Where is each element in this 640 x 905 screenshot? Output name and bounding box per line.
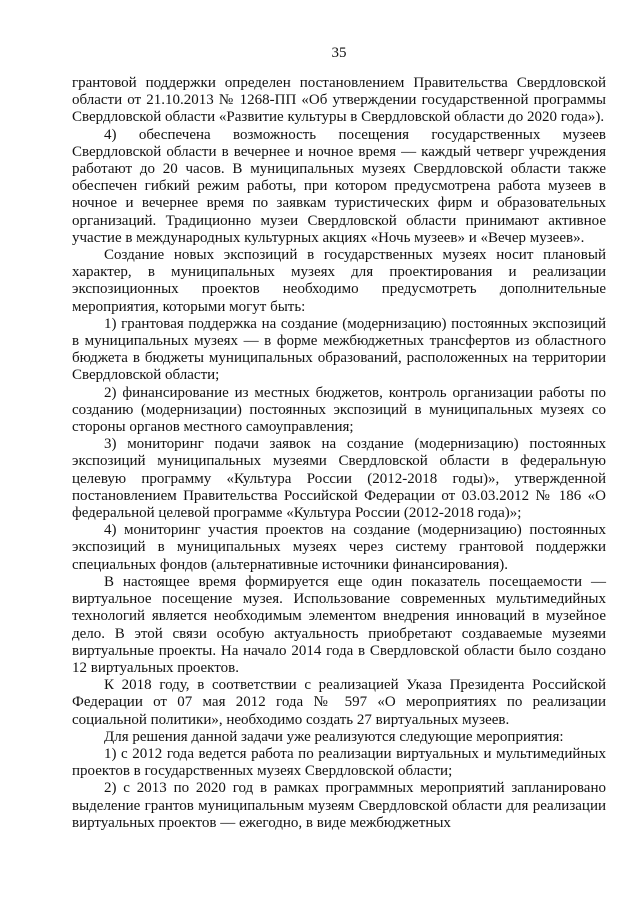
paragraph-new-expositions: Создание новых экспозиций в государственных музеях носит плановый характер, в муниципальных музеях для проектирования и реализации экспозиционных проектов необходимо предусмотреть дополнительные мероприятия, которыми могут быть:: [72, 247, 606, 315]
page-number: 35: [331, 45, 347, 61]
list-item-application-monitoring: 3) мониторинг подачи заявок на создание (модернизацию) постоянных экспозиций муниципальных музеями Свердловской области в федеральную целевую программу «Культура России (2012-2018 годы)», утвержденной постановлением Правительства Российской Федерации от 03.03.2012 № 186 «О федеральной целевой программе «Культура России (2012-2018 года)»;: [72, 436, 606, 522]
document-body: [72, 75, 606, 832]
list-item-local-financing: 2) финансирование из местных бюджетов, контроль организации работы по созданию (модернизации) постоянных экспозиций в муниципальных музеях со стороны органов местного самоуправления;: [72, 384, 606, 436]
paragraph-virtual-visits: В настоящее время формируется еще один показатель посещаемости — виртуальное посещение музея. Использование современных мультимедийных технологий является необходимым элементом внедрения инноваций в музейное дело. В этой связи особую актуальность приобретают создаваемые музеями виртуальные проекты. На начало 2014 года в Свердловской области было создано 12 виртуальных проектов.: [72, 573, 606, 676]
list-item-virtual-projects-2012: 1) с 2012 года ведется работа по реализации виртуальных и мультимедийных проектов в государственных музеях Свердловской области;: [72, 745, 606, 780]
list-item-project-monitoring: 4) мониторинг участия проектов на создание (модернизацию) постоянных экспозиций в муниципальных музеях через систему грантовой поддержки специальных фондов (альтернативные источники финансирования).: [72, 522, 606, 573]
list-item-grant-support: 1) грантовая поддержка на создание (модернизацию) постоянных экспозиций в муниципальных музеях — в форме межбюджетных трансфертов из областного бюджета в бюджеты муниципальных образований, расположенных на территории Свердловской области;: [72, 315, 606, 384]
list-item-grants-2013-2020: 2) с 2013 по 2020 год в рамках программных мероприятий запланировано выделение грантов муниципальным музеям Свердловской области для реализации виртуальных проектов — ежегодно, в виде межбюджетных: [72, 780, 606, 831]
paragraph-continuation: грантовой поддержки определен постановлением Правительства Свердловской области от 21.10.2013 № 1268-ПП «Об утверждении государственной программы Свердловской области «Развитие культуры в Свердловской области до 2020 года»).: [72, 75, 606, 126]
paragraph-item-4-museum-hours: 4) обеспечена возможность посещения государственных музеев Свердловской области в вечернее и ночное время — каждый четверг учреждения работают до 20 часов. В муниципальных музеях Свердловской области также обеспечен гибкий режим работы, при котором предусмотрена работа музеев в ночное и вечернее время по заявкам туристических фирм и образовательных организаций. Традиционно музеи Свердловской области принимают активное участие в международных культурных акциях «Ночь музеев» и «Вечер музеев».: [72, 126, 606, 246]
paragraph-2018-target: К 2018 году, в соответствии с реализацией Указа Президента Российской Федерации от 07 мая 2012 года № 597 «О мероприятиях по реализации социальной политики», необходимо создать 27 виртуальных музеев.: [72, 677, 606, 728]
paragraph-measures-intro: Для решения данной задачи уже реализуются следующие мероприятия:: [104, 728, 564, 745]
